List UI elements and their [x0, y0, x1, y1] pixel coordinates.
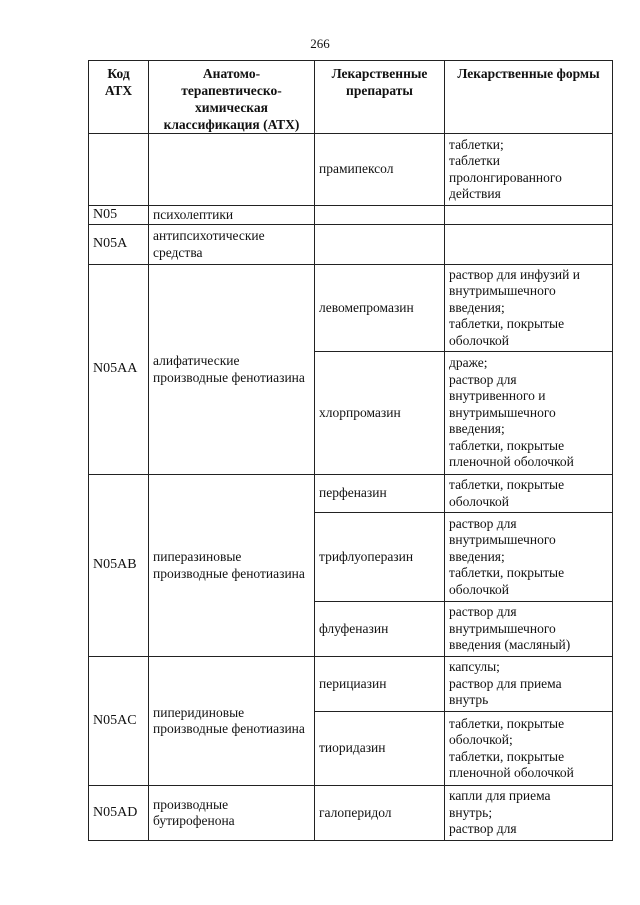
atx-code: N05AA: [89, 265, 149, 475]
header-drugs: Лекарственные препараты: [315, 61, 445, 134]
form-line: таблетки, покрытые: [449, 565, 565, 581]
form-line: введения;: [449, 421, 505, 437]
table-header-row: [89, 61, 613, 134]
table-row: [89, 657, 613, 712]
form-line: внутримышечного: [449, 404, 556, 420]
page-number: 266: [310, 36, 330, 51]
drug-forms: [445, 657, 613, 712]
atx-code: N05AC: [89, 657, 149, 786]
atx-code: N05: [89, 206, 149, 225]
drug-forms: [445, 786, 613, 841]
form-line: пленочной оболочкой: [449, 454, 574, 470]
atx-class: психолептики: [149, 206, 315, 225]
form-line: раствор для приема: [449, 675, 562, 691]
drug-name: перфеназин: [315, 475, 445, 513]
form-line: оболочкой: [449, 581, 509, 597]
drug-forms: [445, 513, 613, 602]
table-row: [89, 206, 613, 225]
atx-class: производные бутирофенона: [149, 786, 315, 841]
form-line: раствор для: [449, 604, 517, 620]
drug-name: левомепромазин: [315, 265, 445, 352]
drug-name: [315, 206, 445, 225]
form-line: раствор для: [449, 515, 517, 531]
form-line: раствор для инфузий и: [449, 266, 580, 282]
drug-forms: [445, 225, 613, 265]
atx-class: пиперидиновые производные фенотиазина: [149, 657, 315, 786]
form-line: таблетки: [449, 153, 501, 168]
atx-code: N05A: [89, 225, 149, 265]
atx-code: N05AD: [89, 786, 149, 841]
form-line: введения (масляный): [449, 637, 571, 653]
form-line: капсулы;: [449, 659, 500, 675]
drug-forms: [445, 602, 613, 657]
atx-table: [88, 60, 613, 841]
drug-name: трифлуоперазин: [315, 513, 445, 602]
form-line: оболочкой: [449, 493, 509, 509]
drug-forms: [445, 265, 613, 352]
atx-class: пиперазиновые производные фенотиазина: [149, 475, 315, 657]
form-line: пленочной оболочкой: [449, 765, 574, 780]
form-line: таблетки, покрытые: [449, 316, 565, 332]
header-classification: Анатомо-терапевтическо-химическая классификация (АТХ): [149, 61, 315, 134]
drug-name: тиоридазин: [315, 712, 445, 786]
drug-forms: [445, 134, 613, 206]
drug-name: прамипексол: [315, 134, 445, 206]
table-row: [89, 134, 613, 206]
form-line: раствор для: [449, 821, 517, 837]
drug-name: флуфеназин: [315, 602, 445, 657]
atx-class: алифатические производные фенотиазина: [149, 265, 315, 475]
form-line: таблетки, покрытые: [449, 477, 565, 492]
form-line: пролонгированного: [449, 169, 562, 185]
form-line: внутривенного и: [449, 388, 546, 404]
form-line: таблетки, покрытые: [449, 715, 565, 731]
form-line: таблетки, покрытые: [449, 437, 565, 453]
form-line: внутримышечного: [449, 620, 556, 636]
table-row: [89, 265, 613, 352]
form-line: раствор для: [449, 371, 517, 387]
form-line: внутримышечного: [449, 283, 556, 299]
header-forms: Лекарственные формы: [445, 61, 613, 134]
form-line: внутрь;: [449, 804, 493, 820]
atx-code: N05AB: [89, 475, 149, 657]
atx-class: [149, 134, 315, 206]
atx-class: антипсихотические средства: [149, 225, 315, 265]
form-line: таблетки, покрытые: [449, 748, 565, 764]
form-line: введения;: [449, 299, 505, 315]
table-row: [89, 786, 613, 841]
form-line: действия: [449, 186, 501, 201]
atx-code: [89, 134, 149, 206]
drug-forms: [445, 475, 613, 513]
drug-name: галоперидол: [315, 786, 445, 841]
form-line: оболочкой;: [449, 732, 513, 747]
drug-name: [315, 225, 445, 265]
table-row: [89, 225, 613, 265]
header-code: Код АТХ: [89, 61, 149, 134]
drug-name: перициазин: [315, 657, 445, 712]
table-row: [89, 475, 613, 513]
form-line: драже;: [449, 355, 488, 371]
drug-name: хлорпромазин: [315, 352, 445, 475]
form-line: внутримышечного: [449, 532, 556, 548]
form-line: капли для приема: [449, 788, 551, 804]
drug-forms: [445, 352, 613, 475]
drug-forms: [445, 206, 613, 225]
form-line: оболочкой: [449, 332, 509, 348]
form-line: введения;: [449, 548, 505, 564]
drug-forms: [445, 712, 613, 786]
form-line: внутрь: [449, 692, 489, 708]
form-line: таблетки;: [449, 136, 504, 152]
